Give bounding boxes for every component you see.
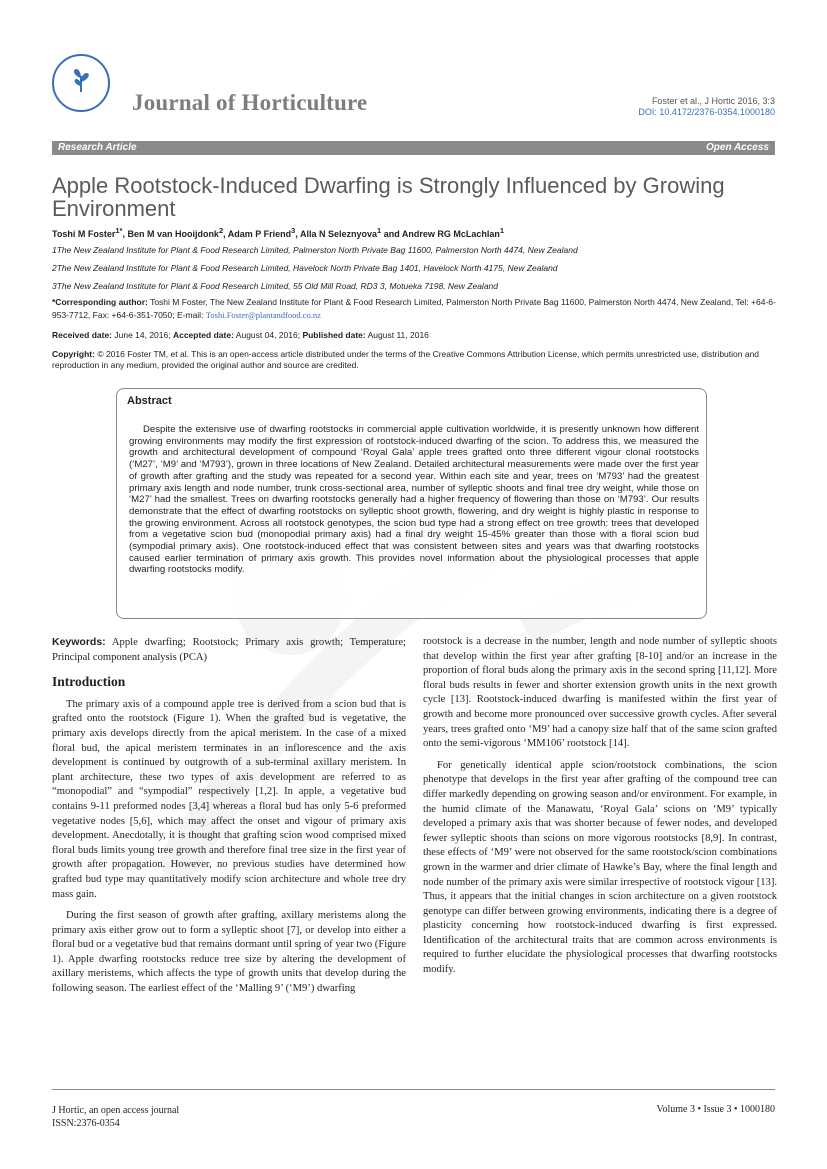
journal-name: Journal of Horticulture [132, 90, 368, 115]
corresponding-text: Toshi M Foster, The New Zealand Institute for Plant & Food Research Limited, Palmerston North Private Bag 11600, Palmerston North 4474, New Zealand, Tel: +64-6-953-7712, Fax: +64-6-351-7050; E-mail: [52, 297, 776, 320]
abstract-heading: Abstract [127, 395, 172, 407]
copyright-text: © 2016 Foster TM, et al. This is an open-access article distributed under the terms of the Creative Commons Attribution License, which permits unrestricted use, distribution and reproduction in any medium, provided the original author and source are credited. [52, 349, 760, 370]
article-type-band [52, 141, 775, 155]
citation-block [638, 96, 775, 118]
keywords-label: Keywords: [52, 636, 106, 648]
published-label: Published date: [302, 330, 366, 340]
affiliation-2: 2The New Zealand Institute for Plant & Food Research Limited, Havelock North Private Bag 1401, Havelock North 4175, New Zealand [52, 263, 558, 273]
intro-paragraph-4: For genetically identical apple scion/rootstock combinations, the scion phenotype that develops in the first year after grafting of the compound tree can differ markedly depending on growing season and/or environment. For example, in the humid climate of the Manawatu, ‘Royal Gala’ scions on ‘M9’ typically developed a primary axis that was shorter because of fewer nodes, and developed fewer sylleptic shoots than scions on more vigorous rootstocks [8,9]. In contrast, these effects of ‘M9’ were not observed for the same rootstock/scion combinations grown in the warmer and drier climate of Hawke’s Bay, where the final length and node number of the primary axis were similar irrespective of rootstock vigour [13]. Thus, it appears that the initial changes in scion architecture on a given rootstock genotype can differ between growing environments, indicating there is a degree of plasticity concerning how rootstock-induced dwarfing is first expressed. Identification of the architectural traits that are common across environments is required to further elucidate the physiological processes that dwarfing rootstocks modify. [423, 759, 777, 976]
left-column [52, 635, 406, 1004]
abstract-text: Despite the extensive use of dwarfing rootstocks in commercial apple cultivation worldwide, it is presently unknown how different growing environments may modify the first expression of rootstock-induced dwarfing of the scion. To address this, we measured the growth and architectural development of compound ‘Royal Gala’ apple trees grafted onto three different vigour clonal rootstocks (‘M27’, ‘M9’ and ‘M793’), grown in three locations of New Zealand. Detailed architectural measurements were made over the first year of growth after grafting and the study was repeated for a second year. Within each site and year, trees on ‘M793’ had the greatest primary axis length and node number, trunk cross-sectional area, number of sylleptic shoots and final tree dry weight, while those on ‘M27’ had the smallest. Trees on dwarfing rootstocks generally had a higher frequency of flowering than those on ‘M793’. Our results demonstrate that the effect of dwarfing rootstocks on sylleptic shoot growth, flowering, and dry weight is highly plastic in response to the growing environment. Across all rootstock genotypes, the scion bud type had a strong effect on tree growth: trees that developed from a vegetative scion bud (monopodial primary axis) had a final dry weight 15-45% greater than those with a floral scion bud (sympodial primary axis). One rootstock-induced effect that was consistent between sites and years was that dwarfing rootstocks caused earlier termination of primary axis growth. This provides novel information about the physiological processes that apple dwarfing rootstocks modify. [129, 424, 699, 576]
intro-paragraph-3: rootstock is a decrease in the number, length and node number of sylleptic shoots that develop within the first year after grafting [8-10] and/or an increase in the proportion of floral buds along the primary axis in the second spring [11,12]. More floral buds results in fewer and shorter extension growth units in the next growth cycle [13]. Rootstock-induced dwarfing is manifested within the first year of growth and become more pronounced over successive growth cycles. After several years, trees grafted onto ‘M9’ had a canopy size half that of the same scion grafted onto the semi-vigorous ‘MM106’ rootstock [14]. [423, 636, 777, 750]
open-access-label: Open Access [706, 142, 769, 153]
copyright-label: Copyright: [52, 349, 95, 359]
received-date: June 14, 2016; [112, 330, 173, 340]
intro-paragraph-2: During the first season of growth after grafting, axillary meristems along the primary axis either grow out to form a sylleptic shoot [7], or develop into either a floral bud or a vegetative bud that remains dormant until spring of year two (Figure 1). Apple dwarfing rootstocks reduce tree size by altering the development of axillary meristems, which affects the type of growth units that develop during the following season. The earliest effect of the ‘Malling 9’ (‘M9’) dwarfing [52, 910, 406, 995]
right-column [423, 635, 777, 985]
article-type: Research Article [58, 142, 137, 153]
keywords [52, 635, 406, 665]
footer-divider [52, 1089, 775, 1090]
abstract-box [116, 388, 707, 619]
received-label: Received date: [52, 330, 112, 340]
leaf-icon [70, 68, 92, 94]
intro-paragraph-1: The primary axis of a compound apple tree is derived from a scion bud that is grafted onto the rootstock (Figure 1). When the grafted bud is vegetative, the primary axis develops directly from the apical meristem. In the case of a mixed floral bud, the apical meristem terminates in an inflorescence and the axis development is continued by outgrowth of a sub-terminal axillary meristem. In plant architecture, these two types of axis development are referred to as “monopodial” and “sympodial” respectively [1,2]. In apple, a vegetative bud contains 9-11 preformed nodes [3,4] whereas a floral bud has only 5-6 preformed vegetative nodes [5,6], which may affect the onset and vigour of primary axis development. Anecdotally, it is thought that grafting scion wood comprised mixed floral buds limits young tree growth and therefore final tree size in the first year of growth after propagation. However, no previous studies have determined how grafted bud type may quantitatively modify scion architecture and whole tree dry mass gain. [52, 698, 406, 900]
keywords-text: Apple dwarfing; Rootstock; Primary axis growth; Temperature; Principal component analysis (PCA) [52, 637, 406, 663]
authors: Toshi M Foster$^{1*}$, Ben M van Hooijdonk$^2$, Adam P Friend$^3$, Alla N Seleznyova$^1$ and Andrew RG McLachlan$^1$ [52, 226, 505, 239]
affiliation-3: 3The New Zealand Institute for Plant & Food Research Limited, 55 Old Mill Road, RD3 3, Motueka 7198, New Zealand [52, 281, 499, 291]
footer-journal: J Hortic, an open access journal [52, 1105, 180, 1116]
email-link[interactable]: Toshi.Foster@plantandfood.co.nz [205, 310, 321, 320]
copyright [52, 349, 777, 371]
paper-title: Apple Rootstock-Induced Dwarfing is Strongly Influenced by Growing Environment [52, 173, 725, 221]
footer-issn: ISSN:2376-0354 [52, 1118, 120, 1129]
doi-link[interactable]: DOI: 10.4172/2376-0354.1000180 [638, 107, 775, 117]
affiliation-1: 1The New Zealand Institute for Plant & Food Research Limited, Palmerston North Private Bag 11600, Palmerston North 4474, New Zealand [52, 245, 578, 255]
journal-logo [52, 54, 110, 112]
accepted-date: August 04, 2016; [233, 330, 303, 340]
footer-volume: Volume 3 • Issue 3 • 1000180 [656, 1104, 775, 1115]
corresponding-label: *Corresponding author: [52, 297, 148, 307]
corresponding-author [52, 296, 777, 322]
dates [52, 330, 429, 340]
published-date: August 11, 2016 [365, 330, 429, 340]
accepted-label: Accepted date: [172, 330, 234, 340]
introduction-heading: Introduction [52, 674, 126, 690]
citation: Foster et al., J Hortic 2016, 3:3 [651, 96, 775, 106]
footer-journal-info [52, 1104, 179, 1130]
